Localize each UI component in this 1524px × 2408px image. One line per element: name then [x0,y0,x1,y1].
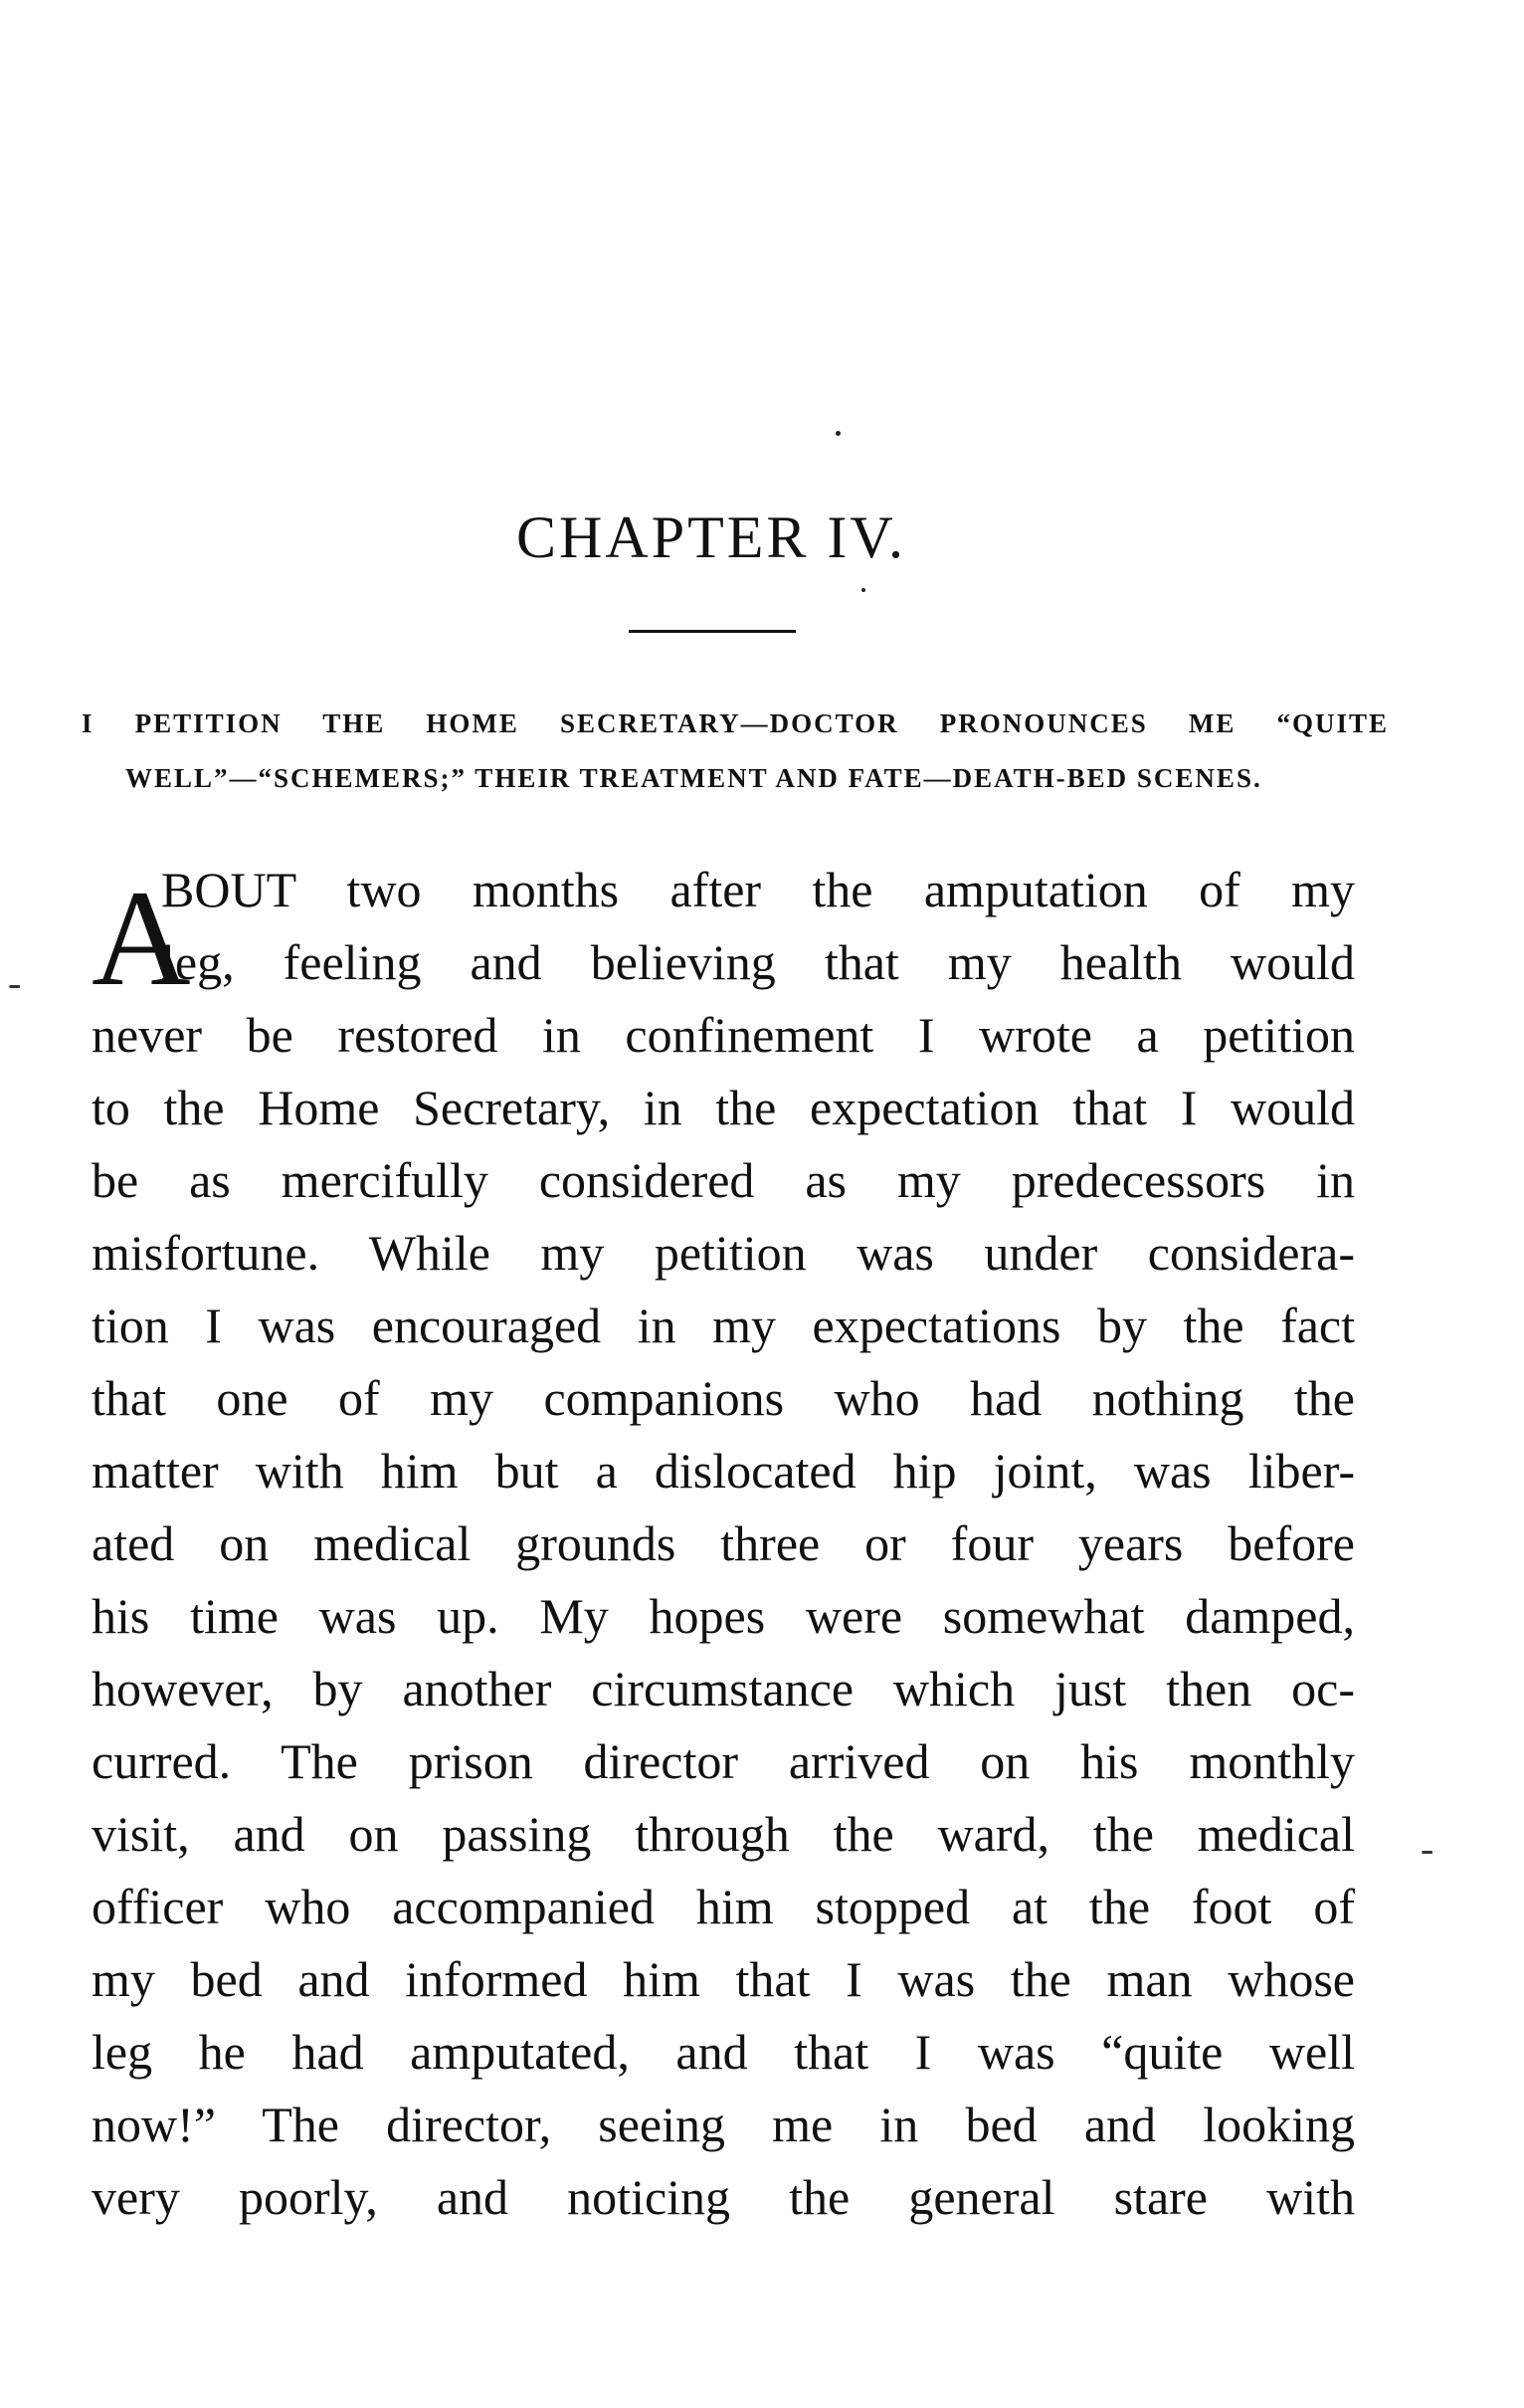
drop-cap: A [92,862,191,1014]
print-speck [836,431,841,436]
text-line: misfortune. While my petition was under considera- [92,1225,1355,1281]
chapter-summary: I PETITION THE HOME SECRETARY—DOCTOR PRONOUNCES ME “QUITE WELL”—“SCHEMERS;” THEIR TREATMENT AND FATE—DEATH-BED SCENES. [82,708,1389,793]
text-line: ated on medical grounds three or four years before [92,1515,1355,1571]
text-line: officer who accompanied him stopped at the foot of [92,1879,1355,1934]
body-text [92,854,1355,2234]
text-line: curred. The prison director arrived on his monthly [92,1733,1355,1789]
text-line: that one of my companions who had nothing the [92,1370,1355,1426]
text-line: now!” The director, seeing me in bed and looking [92,2097,1355,2152]
text-line: his time was up. My hopes were somewhat damped, [92,1588,1355,1644]
text-line: never be restored in confinement I wrote a petition [92,1007,1355,1063]
margin-mark: - [8,960,22,1005]
margin-mark: - [1421,1826,1434,1871]
text-line: leg he had amputated, and that I was “quite well [92,2024,1355,2080]
text-line: leg, feeling and believing that my health would [161,934,1355,990]
print-speck [861,588,865,592]
text-line: be as mercifully considered as my predecessors in [92,1152,1355,1208]
text-line: however, by another circumstance which just then oc- [92,1661,1355,1716]
text-line: to the Home Secretary, in the expectation that I would [92,1080,1355,1135]
text-line: visit, and on passing through the ward, the medical [92,1806,1355,1862]
chapter-title: CHAPTER IV. [516,504,906,570]
text-line: very poorly, and noticing the general stare with [92,2169,1355,2225]
text-line: tion I was encouraged in my expectations by the fact [92,1298,1355,1353]
text-line: matter with him but a dislocated hip joint, was liber- [92,1443,1355,1499]
text-line: my bed and informed him that I was the man whose [92,1951,1355,2007]
title-rule [629,630,796,633]
text-line: BOUT two months after the amputation of my [161,862,1355,917]
